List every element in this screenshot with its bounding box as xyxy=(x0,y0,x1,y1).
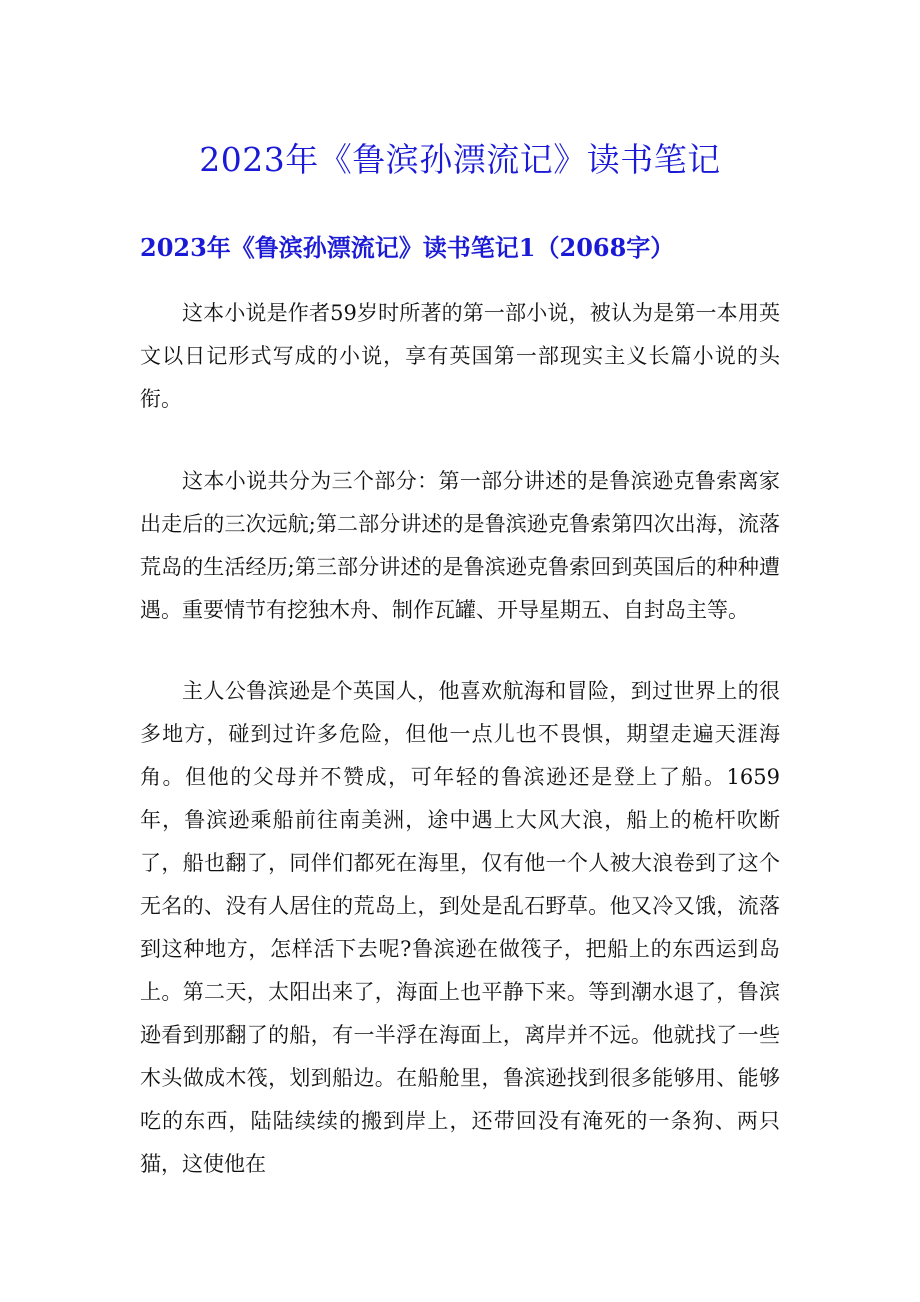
paragraph-2: 这本小说共分为三个部分：第一部分讲述的是鲁滨逊克鲁索离家出走后的三次远航;第二部分讲述的是鲁滨逊克鲁索第四次出海，流落荒岛的生活经历;第三部分讲述的是鲁滨逊克鲁索回到英国后的种种遭遇。重要情节有挖独木舟、制作瓦罐、开导星期五、自封岛主等。 xyxy=(140,469,780,622)
section-title: 2023年《鲁滨孙漂流记》读书笔记1（2068字） xyxy=(140,233,675,262)
paragraph-1: 这本小说是作者59岁时所著的第一部小说，被认为是第一本用英文以日记形式写成的小说，享有英国第一部现实主义长篇小说的头衔。 xyxy=(140,301,780,411)
paragraph-3: 主人公鲁滨逊是个英国人，他喜欢航海和冒险，到过世界上的很多地方，碰到过许多危险，但他一点儿也不畏惧，期望走遍天涯海角。但他的父母并不赞成，可年轻的鲁滨逊还是登上了船。1659年，鲁滨逊乘船前往南美洲，途中遇上大风大浪，船上的桅杆吹断了，船也翻了，同伴们都死在海里，仅有他一个人被大浪卷到了这个无名的、没有人居住的荒岛上，到处是乱石野草。他又冷又饿，流落到这种地方，怎样活下去呢?鲁滨逊在做筏子，把船上的东西运到岛上。第二天，太阳出来了，海面上也平静下来。等到潮水退了，鲁滨逊看到那翻了的船，有一半浮在海面上，离岸并不远。他就找了一些木头做成木筏，划到船边。在船舱里，鲁滨逊找到很多能够用、能够吃的东西，陆陆续续的搬到岸上，还带回没有淹死的一条狗、两只猫，这使他在 xyxy=(140,679,780,1176)
document-title: 2023年《鲁滨孙漂流记》读书笔记 xyxy=(199,140,721,179)
